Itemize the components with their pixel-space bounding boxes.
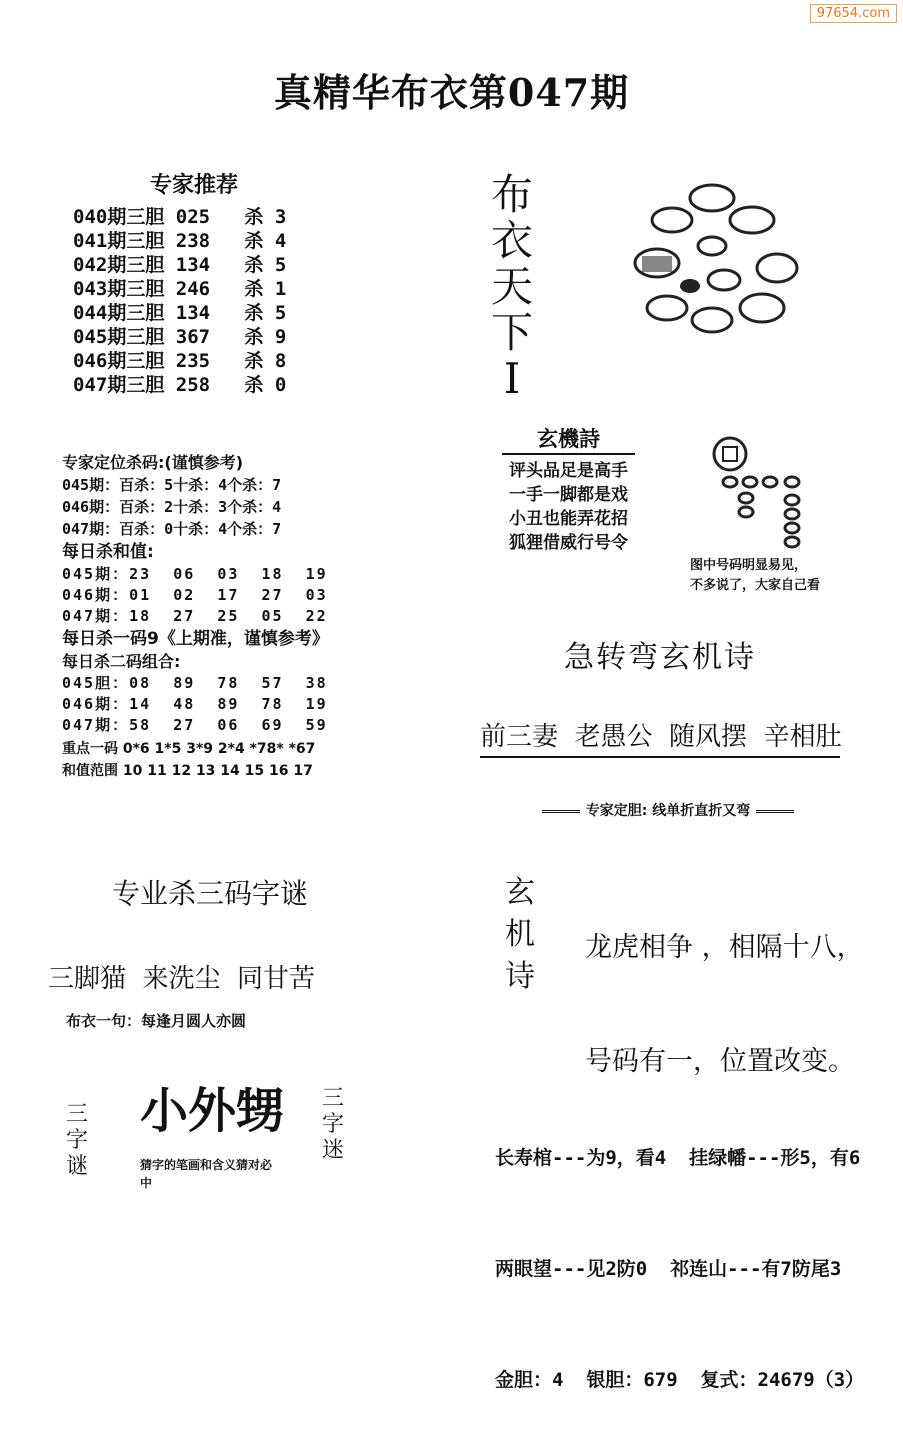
double-rule — [542, 810, 580, 813]
bottom-clues — [495, 1066, 864, 1436]
egg-circle-drawing — [612, 168, 812, 348]
kill-section — [62, 452, 362, 782]
page-title: 真精华布衣第047期 — [273, 70, 630, 115]
sum-kill-row: 045期：23 06 03 18 19 — [62, 565, 328, 583]
vertical-title: 布 衣 天 下 I — [490, 170, 533, 403]
coin-number-drawing — [708, 432, 818, 550]
poem-line: 小丑也能弄花招 — [509, 509, 628, 529]
mystery-poem — [486, 423, 651, 555]
riddle-right-vertical: 三 字 迷 — [321, 1086, 344, 1163]
two-code-row: 045胆：08 89 78 57 38 — [62, 674, 328, 692]
list-item: 042期三胆 134 杀 5 — [73, 254, 287, 276]
list-item: 040期三胆 025 杀 3 — [73, 206, 287, 228]
list-item: 041期三胆 238 杀 4 — [73, 230, 287, 252]
riddle-subline: 布衣一句：每逢月圆人亦圆 — [66, 1012, 247, 1030]
expert-recommend-heading: 专家推荐 — [150, 173, 239, 198]
clue-line: 金胆：4 银胆：679 复式：24679（3） — [495, 1369, 865, 1391]
position-kill-row: 045期：百杀：5十杀：4个杀：7 — [62, 476, 282, 494]
position-kill-heading: 专家定位杀码:(谨慎参考) — [62, 453, 244, 472]
sum-range: 和值范围 10 11 12 13 14 15 16 17 — [62, 763, 313, 779]
sum-kill-row: 046期：01 02 17 27 03 — [62, 586, 328, 604]
mystery-poem-heading: 玄機詩 — [502, 423, 635, 455]
clue-line: 长寿棺---为9，看4 挂绿幡---形5，有6 — [495, 1147, 861, 1169]
double-rule — [756, 810, 794, 813]
site-watermark: 97654.com — [810, 4, 897, 23]
two-code-row: 046期：14 48 89 78 19 — [62, 695, 328, 713]
list-item: 044期三胆 134 杀 5 — [73, 302, 287, 324]
two-code-row: 047期：58 27 06 69 59 — [62, 716, 328, 734]
riddle-line: 三脚猫 来洗尘 同甘苦 — [48, 964, 316, 994]
two-code-heading: 每日杀二码组合: — [62, 652, 181, 671]
expert-dan-label: 专家定胆: 线单折直折又弯 — [510, 800, 826, 820]
image-hint: 图中号码明显易见， 不多说了，大家自己看 — [690, 558, 821, 593]
one-code-kill: 每日杀一码9《上期准，谨慎参考》 — [62, 629, 329, 649]
list-item: 043期三胆 246 杀 1 — [73, 278, 287, 300]
sum-kill-heading: 每日杀和值: — [62, 542, 154, 562]
dragon-tiger-poem: 龙虎相争 ，相隔十八， 号码有一，位置改变。 — [585, 932, 864, 1077]
list-item: 047期三胆 258 杀 0 — [73, 374, 287, 396]
position-kill-row: 046期：百杀：2十杀：3个杀：4 — [62, 498, 282, 516]
riddle-note: 猜字的笔画和含义猜对必中 — [140, 1158, 273, 1190]
poem-line: 狐狸借威行号令 — [509, 533, 628, 553]
poem-line: 评头品足是高手 — [509, 461, 628, 481]
riddle-left-vertical: 三 字 谜 — [65, 1102, 88, 1179]
riddle-heading: 专业杀三码字谜 — [111, 877, 308, 910]
list-item: 046期三胆 235 杀 8 — [73, 350, 287, 372]
vertical-poem-title: 玄 机 诗 — [505, 875, 535, 994]
riddle-big-word: 小外甥 — [140, 1083, 285, 1139]
list-item: 045期三胆 367 杀 9 — [73, 326, 287, 348]
expert-recommend-list — [73, 205, 286, 397]
position-kill-row: 047期：百杀：0十杀：4个杀：7 — [62, 520, 282, 538]
poem-line: 一手一脚都是戏 — [509, 485, 628, 505]
key-code: 重点一码 0*6 1*5 3*9 2*4 *78* *67 — [62, 741, 316, 757]
riddle-poem-title: 急转弯玄机诗 — [564, 640, 756, 675]
riddle-poem-line: 前三妻 老愚公 随风摆 辛相肚 — [480, 716, 840, 758]
clue-line: 两眼望---见2防0 祁连山---有7防尾3 — [495, 1258, 842, 1280]
sum-kill-row: 047期：18 27 25 05 22 — [62, 607, 328, 625]
